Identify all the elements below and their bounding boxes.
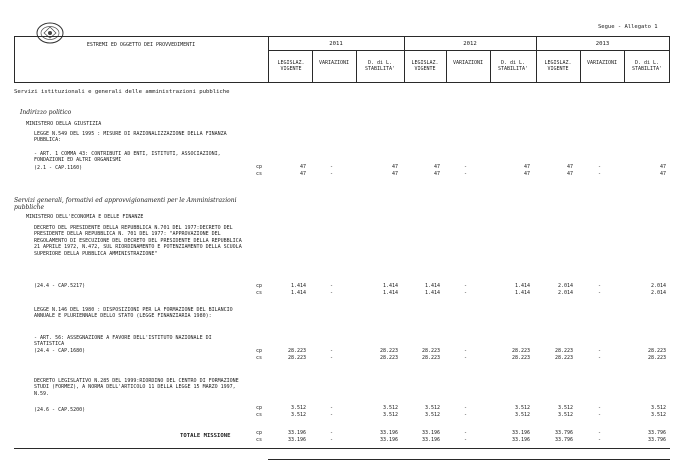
footer-line — [14, 448, 670, 449]
cell-r1-cp-1: - — [330, 164, 334, 170]
cell-r3-cs-4: - — [464, 354, 468, 361]
law-1-article: - ART. 1 COMMA 43: CONTRIBUTI AD ENTI, ISTITUTI, ASSOCIAZIONI, FONDAZIONI ED ALTRI ORGANISMI — [34, 151, 221, 164]
subcol-legislaz: LEGISLAZ. VIGENTE — [277, 60, 305, 73]
law-4-cap: (24.6 - CAP.5200) — [34, 407, 86, 413]
cell-r3-cp-6: 28.223 — [554, 348, 573, 354]
cell-r3-cp-4: - — [464, 348, 468, 354]
cell-r3-cs-1: - — [330, 354, 334, 361]
subcol-stabilita: D. di L. STABILITA' — [631, 60, 663, 73]
row-type-cs: cs — [256, 289, 263, 296]
law-1: LEGGE N.549 DEL 1995 : MISURE DI RAZIONALIZZAZIONE DELLA FINANZA PUBBLICA: — [34, 131, 227, 144]
cell-r1-cp-3: 47 — [433, 164, 440, 170]
law-2-cap: (24.4 - CAP.5217) — [34, 283, 86, 289]
cell-r4-cp-0: 3.512 — [290, 405, 306, 411]
cell-r3-cp-1: - — [330, 348, 334, 354]
cell-total-cs-1: - — [330, 436, 334, 443]
cell-total-cs-8: 33.796 — [647, 436, 666, 443]
cell-r2-cp-4: - — [464, 283, 468, 289]
page-label: Segue - Allegato 1 — [598, 24, 658, 30]
cell-total-cp-2: 33.196 — [379, 430, 398, 436]
cell-total-cs-5: 33.196 — [511, 436, 530, 443]
cell-r4-cp-8: 3.512 — [650, 405, 666, 411]
cell-total-cp-6: 33.796 — [554, 430, 573, 436]
subcol-variazioni: VARIAZIONI — [318, 60, 350, 66]
cell-r3-cp-5: 28.223 — [511, 348, 530, 354]
row-type-cs: cs — [256, 354, 263, 361]
cell-r2-cs-4: - — [464, 289, 468, 296]
cell-r1-cs-7: - — [598, 170, 602, 177]
cell-r4-cs-2: 3.512 — [382, 411, 398, 418]
cell-r3-cp-7: - — [598, 348, 602, 354]
cell-r2-cp-5: 1.414 — [514, 283, 530, 289]
row-type-cp: cp — [256, 283, 263, 289]
cell-r3-cs-2: 28.223 — [379, 354, 398, 361]
cell-r4-cs-4: - — [464, 411, 468, 418]
cell-total-cs-4: - — [464, 436, 468, 443]
row-type-cp: cp — [256, 430, 263, 436]
cell-r1-cs-3: 47 — [433, 170, 440, 177]
header-bottom-border — [14, 82, 670, 83]
cell-r2-cp-6: 2.014 — [557, 283, 573, 289]
cell-r4-cp-4: - — [464, 405, 468, 411]
cell-r3-cp-8: 28.223 — [647, 348, 666, 354]
cell-r1-cs-4: - — [464, 170, 468, 177]
cell-r4-cs-5: 3.512 — [514, 411, 530, 418]
vline-right — [669, 36, 670, 82]
cell-r2-cs-8: 2.014 — [650, 289, 666, 296]
cell-r3-cs-5: 28.223 — [511, 354, 530, 361]
cell-r4-cs-6: 3.512 — [557, 411, 573, 418]
cell-r1-cs-2: 47 — [391, 170, 398, 177]
cell-r2-cs-7: - — [598, 289, 602, 296]
cell-r2-cs-0: 1.414 — [290, 289, 306, 296]
ministry-title-2: MINISTERO DELL'ECONOMIA E DELLE FINANZE — [26, 214, 144, 220]
row-type-cs: cs — [256, 411, 263, 418]
cell-r3-cs-3: 28.223 — [421, 354, 440, 361]
cell-r2-cp-7: - — [598, 283, 602, 289]
cell-r4-cp-2: 3.512 — [382, 405, 398, 411]
cell-r2-cp-1: - — [330, 283, 334, 289]
cell-r3-cp-0: 28.223 — [287, 348, 306, 354]
cell-r2-cp-8: 2.014 — [650, 283, 666, 289]
subcol-legislaz: LEGISLAZ. VIGENTE — [544, 60, 572, 73]
cell-r1-cp-2: 47 — [391, 164, 398, 170]
cell-r2-cp-2: 1.414 — [382, 283, 398, 289]
year-divider — [268, 50, 670, 51]
mission-title: Servizi istituzionali e generali delle amministrazioni pubbliche — [14, 89, 230, 95]
total-label: TOTALE MISSIONE — [180, 433, 231, 439]
cell-r4-cs-3: 3.512 — [424, 411, 440, 418]
cell-r2-cs-3: 1.414 — [424, 289, 440, 296]
cell-r1-cs-8: 47 — [659, 170, 666, 177]
cell-r1-cp-5: 47 — [523, 164, 530, 170]
cell-r4-cp-5: 3.512 — [514, 405, 530, 411]
cell-total-cs-2: 33.196 — [379, 436, 398, 443]
cell-total-cp-5: 33.196 — [511, 430, 530, 436]
row-type-cs: cs — [256, 436, 263, 443]
row-type-cp: cp — [256, 405, 263, 411]
cell-r3-cs-6: 28.223 — [554, 354, 573, 361]
cell-r3-cp-2: 28.223 — [379, 348, 398, 354]
cell-r4-cp-6: 3.512 — [557, 405, 573, 411]
cell-total-cp-3: 33.196 — [421, 430, 440, 436]
subcol-legislaz: LEGISLAZ. VIGENTE — [411, 60, 439, 73]
cell-r4-cs-8: 3.512 — [650, 411, 666, 418]
cell-total-cp-4: - — [464, 430, 468, 436]
subcol-variazioni: VARIAZIONI — [586, 60, 618, 66]
cell-total-cp-1: - — [330, 430, 334, 436]
cell-r4-cp-1: - — [330, 405, 334, 411]
law-3-article: - ART. 56: ASSEGNAZIONE A FAVORE DELL'ISTITUTO NAZIONALE DI STATISTICA — [34, 335, 212, 348]
cell-r4-cs-7: - — [598, 411, 602, 418]
row-type-cp: cp — [256, 164, 263, 170]
subcol-stabilita: D. di L. STABILITA' — [364, 60, 396, 73]
cell-r1-cs-0: 47 — [299, 170, 306, 177]
cell-r2-cs-1: - — [330, 289, 334, 296]
cell-r1-cs-6: 47 — [566, 170, 573, 177]
law-3: LEGGE N.146 DEL 1980 : DISPOSIZIONI PER LA FORMAZIONE DEL BILANCIO ANNUALE E PLURIENNALE DELLO STATO (LEGGE FINANZIARIA 1980): — [34, 307, 233, 320]
cell-r1-cs-1: - — [330, 170, 334, 177]
subcol-stabilita: D. di L. STABILITA' — [497, 60, 529, 73]
ministry-title-1: MINISTERO DELLA GIUSTIZIA — [26, 121, 102, 127]
cell-total-cs-3: 33.196 — [421, 436, 440, 443]
cell-r4-cp-3: 3.512 — [424, 405, 440, 411]
cell-r2-cp-3: 1.414 — [424, 283, 440, 289]
cell-r1-cp-0: 47 — [299, 164, 306, 170]
cell-r3-cs-7: - — [598, 354, 602, 361]
cell-r1-cs-5: 47 — [523, 170, 530, 177]
cell-r4-cs-0: 3.512 — [290, 411, 306, 418]
cell-r2-cs-6: 2.014 — [557, 289, 573, 296]
cell-r2-cs-2: 1.414 — [382, 289, 398, 296]
table-top-border — [14, 36, 670, 37]
column-title: ESTREMI ED OGGETTO DEI PROVVEDIMENTI — [86, 42, 196, 48]
program-title-2: Servizi generali, formativi ed approvvigionamenti per le Amministrazioni pubbliche — [14, 197, 237, 211]
law-3-cap: (24.4 - CAP.1680) — [34, 348, 86, 354]
cell-r4-cs-1: - — [330, 411, 334, 418]
year-2013: 2013 — [595, 41, 610, 47]
year-2012: 2012 — [463, 41, 477, 47]
cell-r1-cp-7: - — [598, 164, 602, 170]
cell-r1-cp-4: - — [464, 164, 468, 170]
law-4: DECRETO LEGISLATIVO N.285 DEL 1999:RIORDINO DEL CENTRO DI FORMAZIONE STUDI (FORMEZ), A NORMA DELL'ARTICOLO 11 DELLA LEGGE 15 MARZO 1997, N.59. — [34, 378, 239, 397]
cell-r2-cs-5: 1.414 — [514, 289, 530, 296]
cell-total-cs-7: - — [598, 436, 602, 443]
cell-r4-cp-7: - — [598, 405, 602, 411]
cell-total-cs-6: 33.796 — [554, 436, 573, 443]
program-title-1: Indirizzo politico — [20, 109, 72, 116]
law-2: DECRETO DEL PRESIDENTE DELLA REPUBBLICA N.701 DEL 1977:DECRETO DEL PRESIDENTE DELLA REPUBBLICA N. 701 DEL 1977: "APPROVAZIONE DEL REGOLAMENTO DI ESECUZIONE DEL DECRETO DEL PRESIDENTE DELLA REPUBBLICA 21 APRILE 1972, N.472, SUL RIORDINAMENTO E POTENZIAMENTO DELLA SCUOLA SUPERIORE DELLA PUBBLICA AMMINISTRAZIONE" — [34, 225, 242, 257]
cell-r2-cp-0: 1.414 — [290, 283, 306, 289]
footer-line-2 — [268, 459, 670, 460]
cell-total-cp-0: 33.196 — [287, 430, 306, 436]
cell-total-cp-8: 33.796 — [647, 430, 666, 436]
cell-r1-cp-6: 47 — [566, 164, 573, 170]
cell-r3-cs-8: 28.223 — [647, 354, 666, 361]
row-type-cp: cp — [256, 348, 263, 354]
year-2011: 2011 — [329, 41, 343, 47]
row-type-cs: cs — [256, 170, 263, 177]
law-1-cap: (2.1 - CAP.1160) — [34, 165, 83, 171]
cell-total-cs-0: 33.196 — [287, 436, 306, 443]
cell-r3-cp-3: 28.223 — [421, 348, 440, 354]
cell-r3-cs-0: 28.223 — [287, 354, 306, 361]
cell-total-cp-7: - — [598, 430, 602, 436]
cell-r1-cp-8: 47 — [659, 164, 666, 170]
subcol-variazioni: VARIAZIONI — [452, 60, 484, 66]
